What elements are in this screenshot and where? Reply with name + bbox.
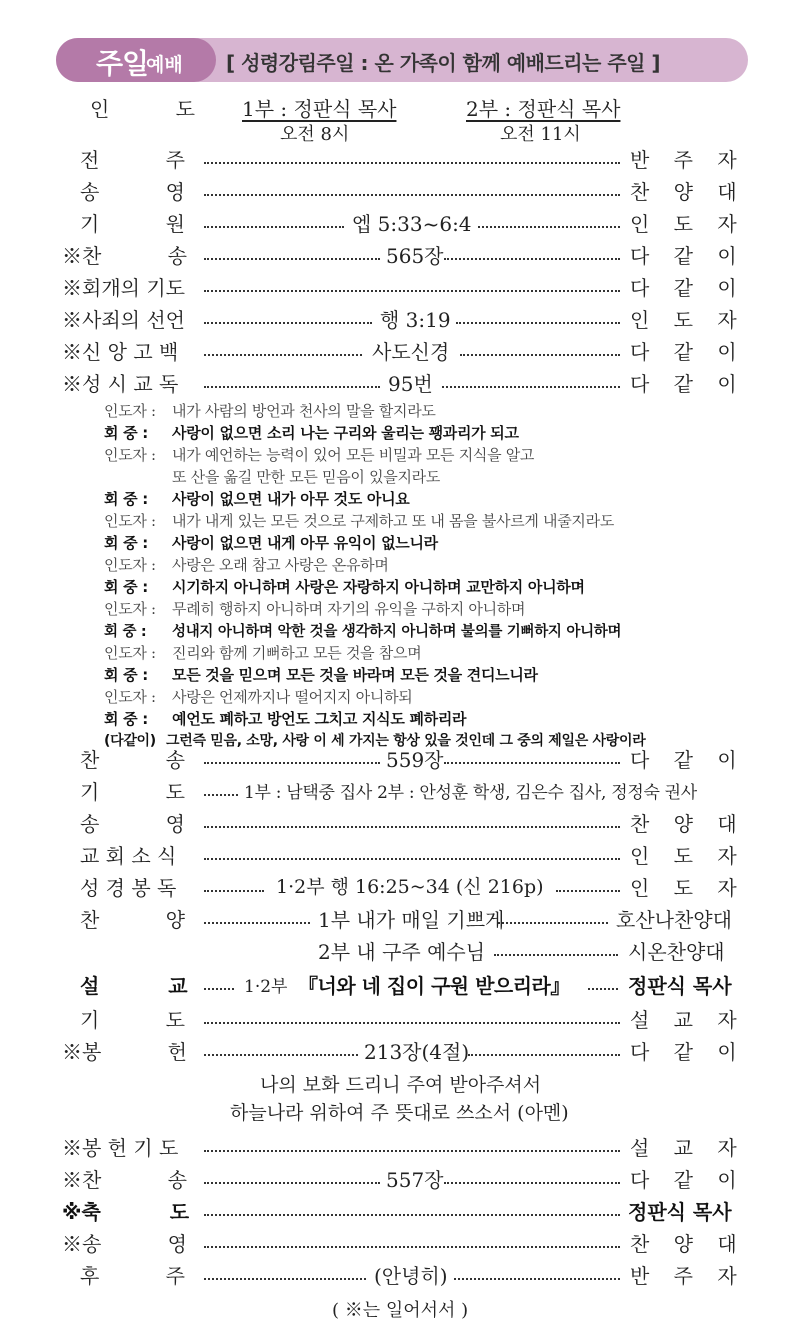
order-item-role: 찬 양 대 (630, 812, 737, 836)
reading-line-congregation: 회 중 : 사랑이 없으면 내게 아무 유익이 없느니라 (104, 534, 438, 552)
order-item-detail: 사도신경 (372, 340, 450, 364)
order-item-role: 인 도 자 (630, 876, 737, 900)
preacher: 정판식 목사 (628, 974, 732, 998)
leader-dots (204, 354, 362, 356)
header-title-secondary: 예배 (146, 54, 183, 76)
leader-dots (444, 1182, 620, 1184)
order-item-label: ※신 앙 고 백 (62, 340, 179, 364)
sermon-title: 『너와 네 집이 구원 받으리라』 (298, 974, 570, 998)
standing-footnote: ( ※는 일어서서 ) (332, 1300, 469, 1321)
leader-dots (498, 922, 608, 924)
leader-dots (588, 988, 618, 990)
leader-dots (468, 1054, 620, 1056)
leader-dots (442, 386, 620, 388)
leader-dots (204, 1182, 380, 1184)
order-item-label: 기 도 (80, 1008, 185, 1032)
sermon-parts: 1·2부 (244, 977, 288, 997)
header-title-main: 주일 (96, 47, 149, 80)
order-item-label: ※봉 헌 (62, 1040, 187, 1064)
sermon-label: 설 교 (80, 974, 188, 998)
order-item-role: 반 주 자 (630, 148, 737, 172)
leader-dots (204, 762, 380, 764)
offering-verse-1: 나의 보화 드리니 주여 받아주셔서 (260, 1074, 542, 1096)
order-item-role: 반 주 자 (630, 1264, 737, 1288)
header-subtitle: [ 성령강림주일 : 온 가족이 함께 예배드리는 주일 ] (226, 51, 661, 75)
order-item-label: ※사죄의 선언 (62, 308, 185, 332)
leader-dots (204, 386, 380, 388)
reading-line-congregation: 회 중 : 성내지 아니하며 악한 것을 생각하지 아니하며 불의를 기뻐하지 아니하며 (104, 624, 622, 640)
leader-dots (204, 1150, 620, 1152)
choir-name-1: 호산나찬양대 (616, 908, 732, 932)
reading-line-leader: 인도자 : 내가 예언하는 능력이 있어 모든 비밀과 모든 지식을 알고 (104, 446, 535, 464)
order-item-detail: 559장 (386, 748, 444, 772)
order-item-detail: (안녕히) (374, 1264, 448, 1288)
leader-dots (204, 162, 620, 164)
order-item-detail: 213장(4절) (364, 1040, 470, 1064)
leader-dots (204, 1022, 620, 1024)
order-item-role: 다 같 이 (630, 340, 737, 364)
order-item-label: 교 회 소 식 (80, 844, 177, 868)
order-item-detail: 95번 (388, 372, 433, 396)
order-item-role: 설 교 자 (630, 1136, 737, 1160)
leader-dots (204, 194, 620, 196)
scripture-reference: 1·2부 행 16:25~34 (신 216p) (276, 876, 544, 898)
order-item-label: 찬 양 (80, 908, 185, 932)
reading-line-congregation: 회 중 : 모든 것을 믿으며 모든 것을 바라며 모든 것을 견디느니라 (104, 666, 538, 684)
order-item-role: 다 같 이 (630, 244, 737, 268)
order-item-role: 다 같 이 (630, 1168, 737, 1192)
leader-dots (204, 258, 380, 260)
leader-dots (556, 890, 620, 892)
leader-dots (204, 922, 310, 924)
reading-line-congregation: 회 중 : 시기하지 아니하며 사랑은 자랑하지 아니하며 교만하지 아니하며 (104, 578, 585, 596)
reading-line-leader: 인도자 : 내가 내게 있는 모든 것으로 구제하고 또 내 몸을 불사르게 내줄지라도 (104, 512, 615, 530)
order-item-label: 송 영 (80, 180, 185, 204)
order-item-label: 기 도 (80, 780, 185, 804)
choir-piece-2: 2부 내 구주 예수님 (318, 940, 486, 964)
leader-dots (204, 1214, 620, 1216)
order-item-detail: 엡 5:33~6:4 (352, 212, 472, 236)
leader-dots (204, 290, 620, 292)
leader-dots (444, 258, 620, 260)
leader-dots (454, 1278, 620, 1280)
choir-name-2: 시온찬양대 (628, 940, 725, 964)
order-item-label: 송 영 (80, 812, 185, 836)
order-item-label: ※송 영 (62, 1232, 187, 1256)
leader-dots (204, 988, 234, 990)
order-item-label: ※성 시 교 독 (62, 372, 179, 396)
reading-line-leader: 인도자 : 사랑은 오래 참고 사랑은 온유하며 (104, 556, 389, 574)
reading-line-leader: 인도자 : 사랑은 언제까지나 떨어지지 아니하되 (104, 688, 413, 706)
choir-piece-1: 1부 내가 매일 기쁘게 (318, 908, 505, 932)
order-item-detail: 565장 (386, 244, 444, 268)
order-item-label: ※회개의 기도 (62, 276, 185, 300)
leader-dots (204, 322, 372, 324)
leader-part1: 1부 : 정판식 목사 (242, 97, 397, 121)
leader-dots (204, 794, 238, 796)
order-item-role: 다 같 이 (630, 748, 737, 772)
leader-part1-time: 오전 8시 (280, 124, 350, 145)
order-item-role: 찬 양 대 (630, 1232, 737, 1256)
reading-line-congregation: 회 중 : 사랑이 없으면 내가 아무 것도 아니요 (104, 490, 410, 508)
order-item-label: ※찬 송 (62, 244, 187, 268)
leader-dots (204, 1054, 358, 1056)
order-item-label: 기 원 (80, 212, 185, 236)
order-item-role: 인 도 자 (630, 308, 737, 332)
leader-dots (460, 354, 620, 356)
order-item-label: ※찬 송 (62, 1168, 187, 1192)
order-item-role: 인 도 자 (630, 212, 737, 236)
reading-line-leader: 인도자 : 진리와 함께 기뻐하고 모든 것을 참으며 (104, 644, 422, 662)
leader-dots (204, 890, 264, 892)
leader-dots (204, 1246, 620, 1248)
leader-part2: 2부 : 정판식 목사 (466, 97, 621, 121)
order-item-detail: 557장 (386, 1168, 444, 1192)
leader-dots (494, 954, 618, 956)
prayer-leaders: 1부 : 남택중 집사 2부 : 안성훈 학생, 김은수 집사, 정정숙 권사 (244, 783, 697, 803)
reading-line-congregation: 회 중 : 사랑이 없으면 소리 나는 구리와 울리는 꽹과리가 되고 (104, 424, 519, 442)
order-item-label: ※봉 헌 기 도 (62, 1136, 179, 1160)
leader-dots (478, 226, 620, 228)
offering-verse-2: 하늘나라 위하여 주 뜻대로 쓰소서 (아멘) (230, 1102, 569, 1124)
leader-dots (204, 826, 620, 828)
order-item-label: 찬 송 (80, 748, 185, 772)
order-item-role: 찬 양 대 (630, 180, 737, 204)
benediction-label: ※축 도 (62, 1200, 190, 1224)
reading-line-congregation: 회 중 : 예언도 폐하고 방언도 그치고 지식도 폐하리라 (104, 710, 467, 728)
order-item-role: 다 같 이 (630, 1040, 737, 1064)
leader-label: 인 도 (90, 97, 225, 121)
reading-line-leader: 또 산을 옮길 만한 모든 믿음이 있을지라도 (172, 468, 441, 486)
order-item-label: 후 주 (80, 1264, 185, 1288)
order-item-label: 전 주 (80, 148, 185, 172)
order-item-role: 다 같 이 (630, 276, 737, 300)
order-item-detail: 행 3:19 (380, 308, 451, 332)
order-item-role: 다 같 이 (630, 372, 737, 396)
reading-line-all: (다같이) 그런즉 믿음, 소망, 사랑 이 세 가지는 항상 있을 것인데 그 중의 제일은 사랑이라 (104, 733, 646, 749)
benediction-minister: 정판식 목사 (628, 1200, 732, 1224)
leader-dots (204, 1278, 366, 1280)
order-item-role: 인 도 자 (630, 844, 737, 868)
reading-line-leader: 인도자 : 내가 사람의 방언과 천사의 말을 할지라도 (104, 402, 436, 420)
leader-dots (456, 322, 620, 324)
reading-line-leader: 인도자 : 무례히 행하지 아니하며 자기의 유익을 구하지 아니하며 (104, 600, 526, 618)
order-item-role: 설 교 자 (630, 1008, 737, 1032)
leader-dots (444, 762, 620, 764)
leader-part2-time: 오전 11시 (500, 124, 581, 145)
order-item-label: 성 경 봉 독 (80, 876, 177, 900)
leader-dots (204, 226, 344, 228)
leader-dots (204, 858, 620, 860)
